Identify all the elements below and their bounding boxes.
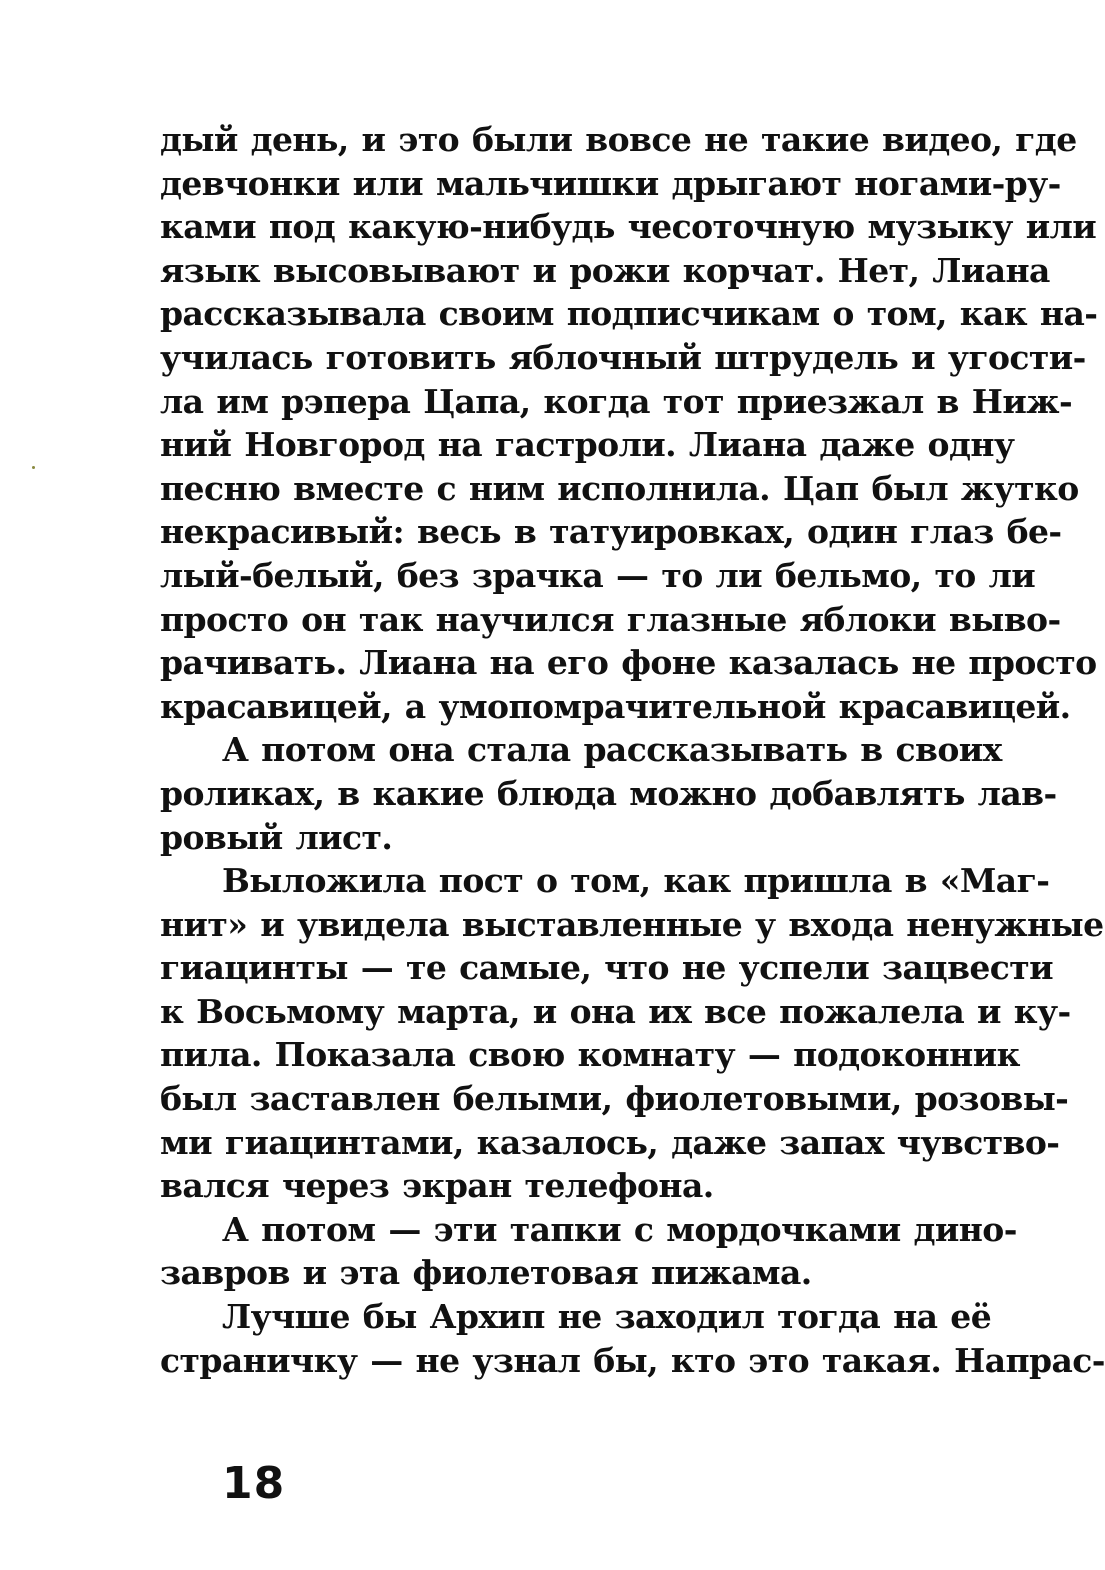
text-line: ровый лист. [160,817,393,857]
text-line: ми гиацинтами, казалось, даже запах чувство- [160,1122,1060,1162]
text-line: лый-белый, без зрачка — то ли бельмо, то ли [160,555,1036,595]
text-line: некрасивый: весь в татуировках, один глаз бе- [160,512,1062,552]
text-line: страничку — не узнал бы, кто это такая. Напрас- [160,1340,1105,1380]
print-speck [32,466,35,469]
text-line: Лучше бы Архип не заходил тогда на её [222,1297,992,1337]
text-line: язык высовывают и рожи корчат. Нет, Лиана [160,250,1050,290]
text-line: А потом она стала рассказывать в своих [222,730,1002,770]
text-line: девчонки или мальчишки дрыгают ногами-ру- [160,163,1061,203]
text-line: ний Новгород на гастроли. Лиана даже одну [160,425,1015,465]
text-line: рачивать. Лиана на его фоне казалась не просто [160,643,1097,683]
text-line: был заставлен белыми, фиолетовыми, розовы- [160,1079,1069,1119]
text-line: роликах, в какие блюда можно добавлять лав- [160,773,1057,813]
text-line: Выложила пост о том, как пришла в «Маг- [222,861,1050,901]
text-line: училась готовить яблочный штрудель и угости- [160,337,1086,377]
text-line: дый день, и это были вовсе не такие видео, где [160,120,1077,159]
page-number: 18 [222,1458,286,1509]
text-line: пила. Показала свою комнату — подоконник [160,1035,1020,1075]
text-line: нит» и увидела выставленные у входа ненужные [160,904,1104,944]
text-line: гиацинты — те самые, что не успели зацвести [160,948,1054,988]
text-line: рассказывала своим подписчикам о том, как на- [160,294,1098,334]
body-text [160,118,1105,1382]
text-line: песню вместе с ним исполнила. Цап был жутко [160,468,1079,508]
text-line: ла им рэпера Цапа, когда тот приезжал в Ниж- [160,381,1073,421]
text-line: к Восьмому марта, и она их все пожалела и ку- [160,991,1071,1031]
text-line: А потом — эти тапки с мордочками дино- [222,1209,1017,1249]
text-line: просто он так научился глазные яблоки выво- [160,599,1061,639]
text-line: вался через экран телефона. [160,1166,714,1206]
text-line: красавицей, а умопомрачительной красавицей. [160,686,1071,726]
text-line: ками под какую-нибудь чесоточную музыку или [160,207,1097,247]
text-line: завров и эта фиолетовая пижама. [160,1253,812,1293]
